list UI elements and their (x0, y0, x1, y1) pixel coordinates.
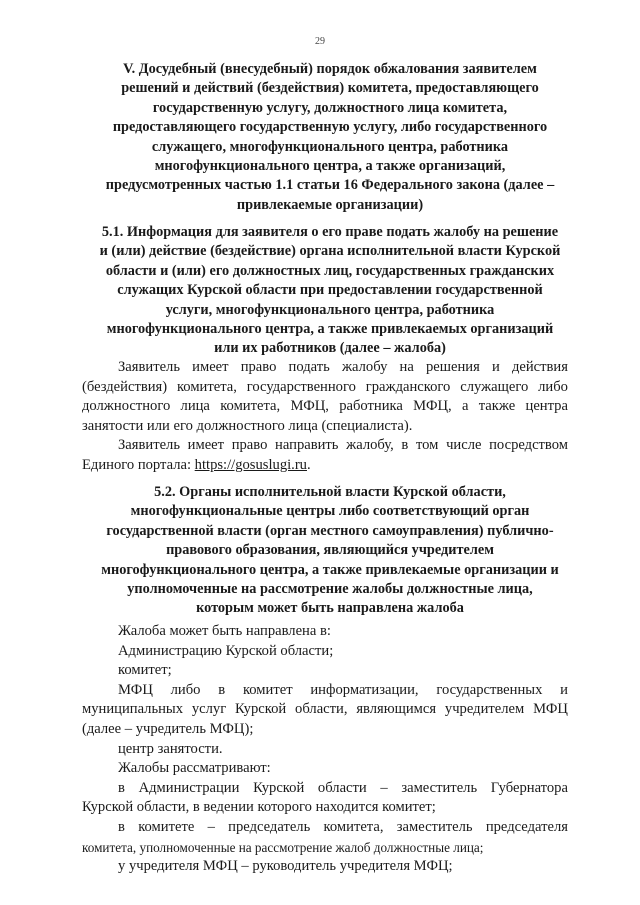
heading-line: уполномоченные на рассмотрение жалобы должностные лица, (127, 581, 533, 598)
paragraph-line: МФЦ либо в комитет информатизации, государственных и (118, 681, 568, 698)
heading-line: услуги, многофункционального центра, работника (165, 301, 495, 318)
heading-line: государственной власти (орган местного самоуправления) публично- (106, 522, 554, 539)
section-5-heading (80, 60, 580, 215)
paragraph-line: занятости или его должностного лица (специалиста). (82, 417, 413, 434)
heading-line: или их работников (далее – жалоба) (214, 340, 446, 357)
paragraph-line: в комитете – председатель комитета, заместитель председателя (118, 818, 568, 835)
section-5-1-heading (80, 223, 580, 359)
heading-line: служащих Курской области при предоставлении государственной (117, 282, 543, 299)
paragraph-line: Заявитель имеет право подать жалобу на решения и действия (118, 359, 568, 375)
heading-line: многофункционального центра, а также организаций, (154, 158, 506, 175)
heading-line: многофункционального центра, а также привлекаемых организаций (106, 321, 554, 338)
paragraph-line: комитет; (118, 662, 172, 679)
paragraph-line: в Администрации Курской области – заместитель Губернатора (118, 779, 568, 796)
section-5-2-body (82, 622, 568, 877)
paragraph-line: Администрацию Курской области; (118, 642, 334, 659)
paragraph-line: Жалоба может быть направлена в: (118, 623, 331, 639)
paragraph-line: муниципальных услуг Курской области, являющимся учредителем МФЦ (82, 701, 568, 718)
paragraph-line: Курской области, в ведении которого находится комитет; (82, 799, 436, 816)
heading-line: многофункциональные центры либо соответствующий орган (130, 503, 530, 520)
paragraph-line: (далее – учредитель МФЦ); (82, 720, 254, 737)
paragraph-line: центр занятости. (118, 740, 223, 757)
paragraph-line: Единого портала: https://gosuslugi.ru. (82, 456, 311, 473)
heading-line: привлекаемые организации) (236, 196, 424, 213)
paragraph-line: (бездействия) комитета, государственного гражданского служащего либо (82, 378, 568, 395)
heading-line: предоставляющего государственную услугу, либо государственного (112, 119, 548, 136)
paragraph-line: у учредителя МФЦ – руководитель учредителя МФЦ; (118, 858, 453, 875)
page-number: 29 (315, 36, 325, 47)
heading-line: 5.1. Информация для заявителя о его праве подать жалобу на решение (101, 224, 559, 240)
heading-line: государственную услугу, должностного лица комитета, (152, 99, 508, 116)
paragraph-line: Жалобы рассматривают: (118, 760, 271, 777)
paragraph-line: Заявитель имеет право направить жалобу, в том числе посредством (118, 437, 568, 454)
paragraph-line: комитета, уполномоченные на рассмотрение жалоб должностные лица; (82, 839, 484, 855)
heading-line: предусмотренных частью 1.1 статьи 16 Федерального закона (далее – (105, 177, 555, 194)
gosuslugi-link[interactable]: https://gosuslugi.ru (194, 456, 307, 473)
section-5-2-heading (80, 483, 580, 619)
heading-line: которым может быть направлена жалоба (196, 600, 464, 617)
heading-line: многофункционального центра, а также привлекаемые организации и (101, 561, 559, 578)
heading-line: правового образования, являющийся учредителем (166, 542, 494, 559)
paragraph-line: должностного лица комитета, МФЦ, работника МФЦ, а также центра (82, 398, 568, 415)
heading-line: V. Досудебный (внесудебный) порядок обжалования заявителем (123, 61, 537, 77)
section-5-1-body (82, 358, 568, 476)
heading-line: решений и действий (бездействия) комитета, предоставляющего (121, 80, 539, 97)
heading-line: 5.2. Органы исполнительной власти Курской области, (154, 484, 506, 500)
heading-line: области и (или) его должностных лиц, государственных гражданских (105, 262, 555, 279)
heading-line: служащего, многофункционального центра, работника (151, 138, 509, 155)
heading-line: и (или) действие (бездействие) органа исполнительной власти Курской (99, 243, 561, 260)
